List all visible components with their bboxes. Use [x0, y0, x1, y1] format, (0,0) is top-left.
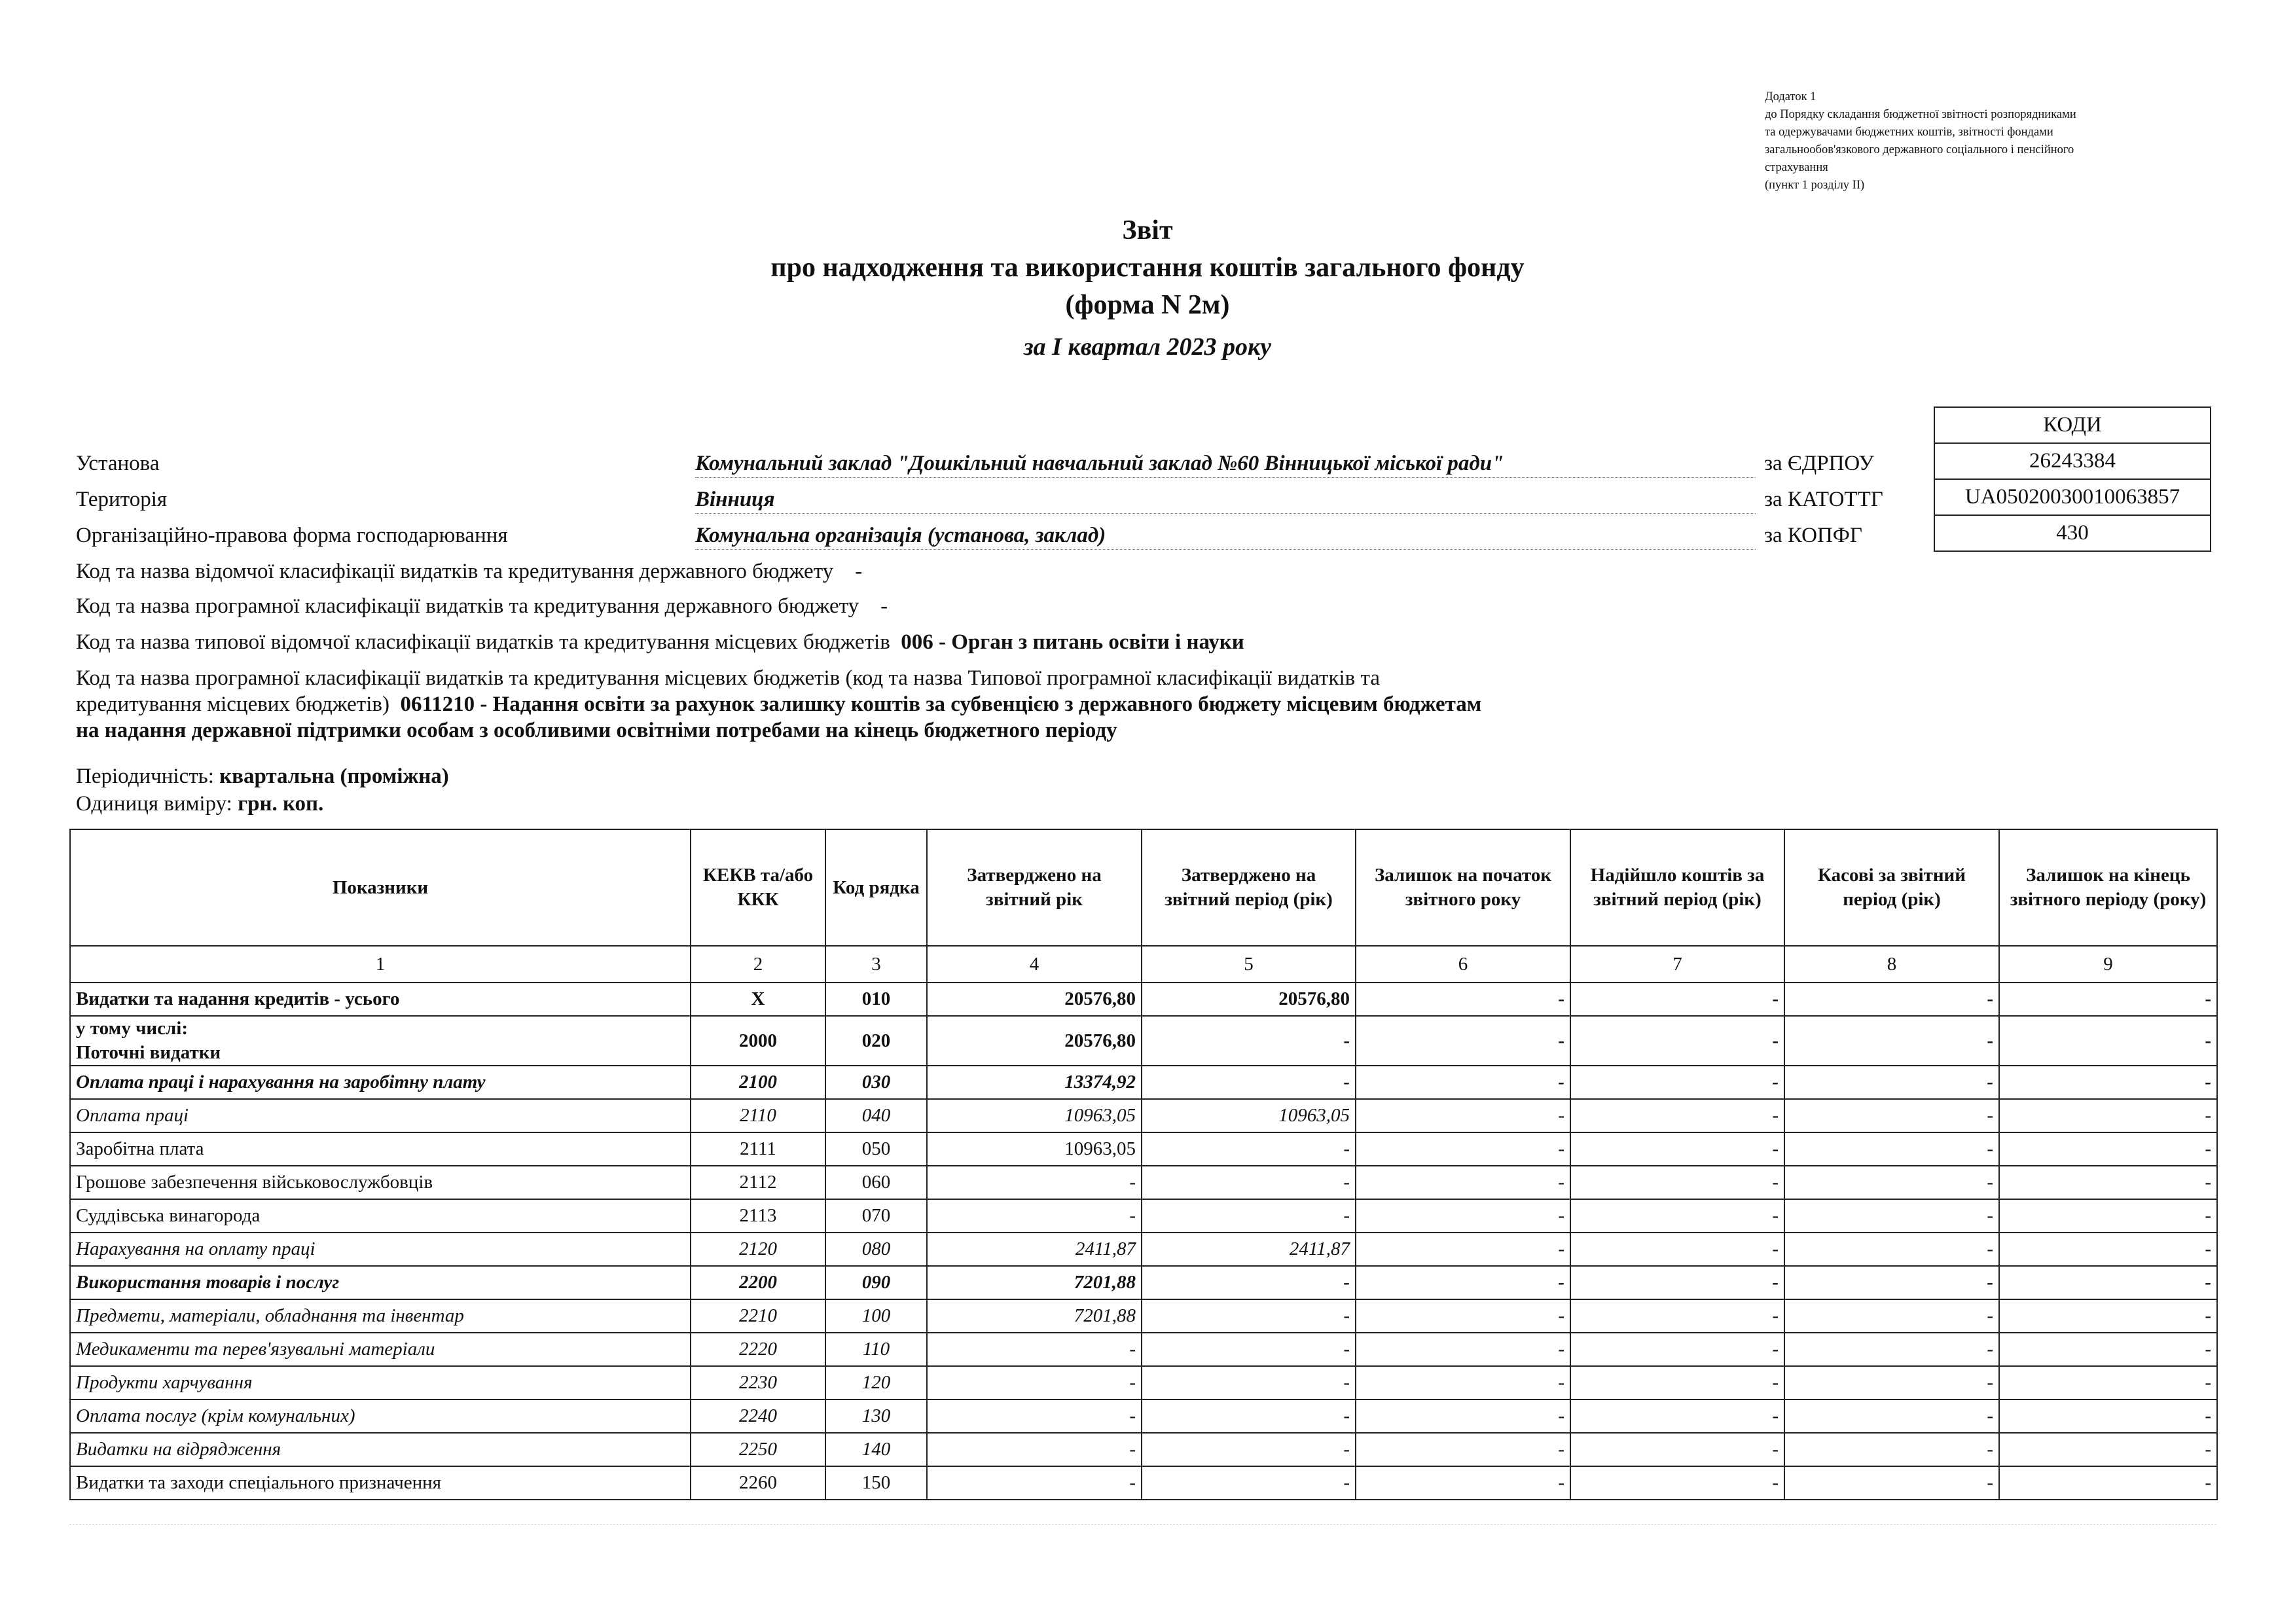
table-cell: -	[1570, 1199, 1784, 1233]
table-cell: 030	[825, 1066, 927, 1099]
table-cell: -	[927, 1399, 1142, 1433]
appendix-line: та одержувачами бюджетних коштів, звітності фондами	[1765, 126, 2053, 139]
report-title: Звіт	[1122, 215, 1173, 245]
row-indicator: Оплата послуг (крім комунальних)	[70, 1399, 691, 1433]
table-row	[70, 1466, 2217, 1500]
table-cell: -	[1784, 1399, 1999, 1433]
table-cell: 020	[825, 1016, 927, 1066]
table-cell: 150	[825, 1466, 927, 1500]
col-header-balance-start: Залишок на початок звітного року	[1356, 829, 1570, 946]
org-form-value: Комунальна організація (установа, заклад)	[695, 524, 1756, 550]
kopfg-label: за КОПФГ	[1764, 524, 1862, 547]
periodicity-value: квартальна (проміжна)	[219, 765, 449, 788]
edrpou-code: 26243384	[1935, 442, 2210, 478]
institution-label: Установа	[76, 452, 160, 475]
table-cell: -	[1356, 983, 1570, 1016]
column-number: 1	[70, 946, 691, 983]
table-cell: -	[1999, 1466, 2217, 1500]
table-cell: -	[1356, 1366, 1570, 1399]
column-number: 9	[1999, 946, 2217, 983]
row-indicator: Заробітна плата	[70, 1132, 691, 1166]
table-cell: -	[1999, 1366, 2217, 1399]
prog-classification-value: -	[880, 594, 888, 618]
table-row	[70, 1166, 2217, 1199]
row-indicator: Суддівська винагорода	[70, 1199, 691, 1233]
table-cell: -	[1784, 1233, 1999, 1266]
table-cell: -	[1142, 1466, 1356, 1500]
row-indicator: Використання товарів і послуг	[70, 1266, 691, 1299]
table-cell: 2111	[691, 1132, 825, 1166]
col-header-kekv: КЕКВ та/або ККК	[691, 829, 825, 946]
table-row	[70, 983, 2217, 1016]
table-cell: 110	[825, 1333, 927, 1366]
kopfg-code: 430	[1935, 514, 2210, 550]
column-number-row	[70, 946, 2217, 983]
table-cell: 2112	[691, 1166, 825, 1199]
table-cell: 20576,80	[927, 1016, 1142, 1066]
table-cell: 2110	[691, 1099, 825, 1132]
row-indicator: Видатки та заходи спеціального призначення	[70, 1466, 691, 1500]
column-number: 5	[1142, 946, 1356, 983]
table-cell: -	[1999, 1066, 2217, 1099]
table-cell: -	[1999, 1333, 2217, 1366]
table-cell: -	[1784, 1016, 1999, 1066]
local-prog-label-line1: Код та назва програмної класифікації видатків та кредитування місцевих бюджетів (код та назва Типової програмної класифікації видатків та	[76, 666, 1380, 690]
institution-value: Комунальний заклад "Дошкільний навчальний заклад №60 Вінницької міської ради"	[695, 452, 1756, 478]
table-cell: -	[1142, 1366, 1356, 1399]
table-cell: -	[1784, 983, 1999, 1016]
table-cell: -	[1356, 1233, 1570, 1266]
report-period: за I квартал 2023 року	[1023, 333, 1272, 361]
table-cell: -	[1570, 1099, 1784, 1132]
typical-dept-value: 006 - Орган з питань освіти і науки	[901, 630, 1244, 654]
col-header-approved-period: Затверджено на звітний період (рік)	[1142, 829, 1356, 946]
report-subtitle: про надходження та використання коштів загального фонду	[770, 253, 1525, 283]
unit-label: Одиниця виміру:	[76, 792, 232, 816]
table-row	[70, 1366, 2217, 1399]
table-cell: 2230	[691, 1366, 825, 1399]
unit	[76, 792, 323, 816]
table-cell: -	[1784, 1066, 1999, 1099]
table-cell: -	[1999, 1433, 2217, 1466]
territory-label: Територія	[76, 488, 168, 511]
table-row	[70, 1199, 2217, 1233]
table-body	[70, 983, 2217, 1500]
row-indicator: Оплата праці і нарахування на заробітну плату	[70, 1066, 691, 1099]
col-header-balance-end: Залишок на кінець звітного періоду (року)	[1999, 829, 2217, 946]
table-cell: 2240	[691, 1399, 825, 1433]
table-row	[70, 1433, 2217, 1466]
table-cell: 20576,80	[1142, 983, 1356, 1016]
column-number: 6	[1356, 946, 1570, 983]
table-cell: -	[1356, 1399, 1570, 1433]
row-indicator: Медикаменти та перев'язувальні матеріали	[70, 1333, 691, 1366]
appendix-line: (пункт 1 розділу II)	[1765, 179, 1865, 192]
table-cell: -	[1356, 1299, 1570, 1333]
column-number: 7	[1570, 946, 1784, 983]
table-cell: -	[1784, 1266, 1999, 1299]
table-cell: 140	[825, 1433, 927, 1466]
table-cell: 120	[825, 1366, 927, 1399]
table-cell: 7201,88	[927, 1266, 1142, 1299]
table-cell: -	[1356, 1132, 1570, 1166]
typical-dept-classification	[76, 630, 1244, 655]
appendix-line: страхування	[1765, 161, 1828, 174]
table-cell: 2411,87	[1142, 1233, 1356, 1266]
territory-value: Вінниця	[695, 488, 1756, 514]
table-cell: 2210	[691, 1299, 825, 1333]
table-cell: -	[927, 1433, 1142, 1466]
table-cell: -	[1999, 983, 2217, 1016]
table-cell: -	[1356, 1333, 1570, 1366]
row-indicator: Видатки на відрядження	[70, 1433, 691, 1466]
periodicity-label: Періодичність:	[76, 765, 214, 788]
table-cell: -	[1784, 1333, 1999, 1366]
table-cell: -	[1142, 1066, 1356, 1099]
table-cell: 090	[825, 1266, 927, 1299]
column-number: 2	[691, 946, 825, 983]
col-header-received: Надійшло коштів за звітний період (рік)	[1570, 829, 1784, 946]
table-cell: 130	[825, 1399, 927, 1433]
katottg-label: за КАТОТТГ	[1764, 488, 1883, 511]
prog-classification-label: Код та назва програмної класифікації видатків та кредитування державного бюджету	[76, 594, 859, 618]
table-cell: 2250	[691, 1433, 825, 1466]
local-prog-label-line2: кредитування місцевих бюджетів)	[76, 693, 389, 716]
local-prog-value-line1: 0611210 - Надання освіти за рахунок залишку коштів за субвенцією з державного бюджету місцевим бюджетам	[400, 693, 1482, 716]
table-cell: -	[1570, 1233, 1784, 1266]
row-indicator: Грошове забезпечення військовослужбовців	[70, 1166, 691, 1199]
table-cell: -	[1570, 1016, 1784, 1066]
table-cell: -	[927, 1466, 1142, 1500]
table-cell: -	[1142, 1433, 1356, 1466]
col-header-indicators: Показники	[70, 829, 691, 946]
table-cell: -	[1999, 1399, 2217, 1433]
table-cell: -	[1142, 1399, 1356, 1433]
appendix-note	[1765, 88, 2197, 194]
table-cell: -	[1784, 1433, 1999, 1466]
table-cell: -	[1356, 1166, 1570, 1199]
table-cell: 2100	[691, 1066, 825, 1099]
report-form: (форма N 2м)	[1065, 290, 1230, 320]
codes-title: КОДИ	[2043, 413, 2102, 437]
table-cell: -	[1142, 1299, 1356, 1333]
table-cell: -	[1999, 1233, 2217, 1266]
expenditure-table	[69, 829, 2218, 1500]
table-cell: -	[927, 1333, 1142, 1366]
table-row	[70, 1099, 2217, 1132]
table-cell: 060	[825, 1166, 927, 1199]
table-row	[70, 1233, 2217, 1266]
table-cell: -	[1570, 1433, 1784, 1466]
table-cell: -	[1356, 1066, 1570, 1099]
codes-box	[1934, 406, 2211, 552]
appendix-line: загальнообов'язкового державного соціального і пенсійного	[1765, 143, 2074, 156]
table-cell: -	[1356, 1016, 1570, 1066]
table-cell: 070	[825, 1199, 927, 1233]
table-cell: -	[927, 1366, 1142, 1399]
row-indicator: Видатки та надання кредитів - усього	[70, 983, 691, 1016]
table-cell: -	[1784, 1166, 1999, 1199]
appendix-line: до Порядку складання бюджетної звітності розпорядниками	[1765, 108, 2076, 121]
table-cell: -	[1570, 983, 1784, 1016]
table-cell: -	[1356, 1099, 1570, 1132]
table-cell: 100	[825, 1299, 927, 1333]
table-cell: -	[1784, 1466, 1999, 1500]
table-cell: -	[1999, 1016, 2217, 1066]
local-prog-line2	[76, 693, 1481, 717]
table-cell: 10963,05	[927, 1099, 1142, 1132]
table-cell: -	[1999, 1099, 2217, 1132]
typical-dept-label: Код та назва типової відомчої класифікації видатків та кредитування місцевих бюджетів	[76, 630, 890, 654]
table-cell: 2000	[691, 1016, 825, 1066]
table-cell: -	[1570, 1132, 1784, 1166]
table-cell: -	[1999, 1199, 2217, 1233]
dept-classification-label: Код та назва відомчої класифікації видатків та кредитування державного бюджету	[76, 560, 834, 583]
col-header-row-code: Код рядка	[825, 829, 927, 946]
dept-classification-value: -	[855, 560, 863, 583]
table-cell: 080	[825, 1233, 927, 1266]
table-cell: 040	[825, 1099, 927, 1132]
table-cell: 20576,80	[927, 983, 1142, 1016]
column-number: 3	[825, 946, 927, 983]
table-cell: 2220	[691, 1333, 825, 1366]
table-cell: -	[927, 1199, 1142, 1233]
table-cell: -	[1999, 1166, 2217, 1199]
dept-classification	[76, 560, 862, 584]
table-cell: -	[1142, 1166, 1356, 1199]
row-indicator: у тому числі: Поточні видатки	[70, 1016, 691, 1066]
table-cell: -	[1356, 1266, 1570, 1299]
periodicity	[76, 765, 449, 789]
table-cell: 10963,05	[927, 1132, 1142, 1166]
table-cell: -	[927, 1166, 1142, 1199]
table-cell: -	[1999, 1299, 2217, 1333]
row-indicator: Оплата праці	[70, 1099, 691, 1132]
table-cell: 2200	[691, 1266, 825, 1299]
table-cell: -	[1142, 1132, 1356, 1166]
katottg-code: UA05020030010063857	[1935, 478, 2210, 514]
table-cell: -	[1784, 1299, 1999, 1333]
table-cell: -	[1570, 1466, 1784, 1500]
footer-divider	[69, 1524, 2216, 1525]
table-row	[70, 1016, 2217, 1066]
table-cell: -	[1570, 1399, 1784, 1433]
table-cell: -	[1784, 1132, 1999, 1166]
table-cell: -	[1570, 1266, 1784, 1299]
table-cell: -	[1142, 1016, 1356, 1066]
table-cell: 050	[825, 1132, 927, 1166]
table-cell: -	[1570, 1299, 1784, 1333]
prog-classification	[76, 594, 888, 619]
table-cell: -	[1142, 1266, 1356, 1299]
table-cell: -	[1570, 1333, 1784, 1366]
appendix-line: Додаток 1	[1765, 90, 1816, 103]
row-indicator: Нарахування на оплату праці	[70, 1233, 691, 1266]
table-cell: -	[1570, 1166, 1784, 1199]
table-row	[70, 1299, 2217, 1333]
table-cell: -	[1999, 1132, 2217, 1166]
edrpou-label: за ЄДРПОУ	[1764, 452, 1874, 475]
column-number: 8	[1784, 946, 1999, 983]
table-row	[70, 1066, 2217, 1099]
table-cell: 2120	[691, 1233, 825, 1266]
row-indicator: Предмети, матеріали, обладнання та інвентар	[70, 1299, 691, 1333]
table-cell: -	[1356, 1466, 1570, 1500]
unit-value: грн. коп.	[238, 792, 324, 816]
table-cell: -	[1999, 1266, 2217, 1299]
table-cell: 2260	[691, 1466, 825, 1500]
table-cell: -	[1356, 1433, 1570, 1466]
table-cell: 2411,87	[927, 1233, 1142, 1266]
org-form-label: Організаційно-правова форма господарювання	[76, 524, 508, 547]
table-header-row	[70, 829, 2217, 946]
table-row	[70, 1399, 2217, 1433]
table-cell: -	[1784, 1366, 1999, 1399]
table-cell: 13374,92	[927, 1066, 1142, 1099]
table-cell: -	[1142, 1199, 1356, 1233]
table-cell: -	[1784, 1099, 1999, 1132]
table-cell: 2113	[691, 1199, 825, 1233]
table-row	[70, 1266, 2217, 1299]
row-indicator: Продукти харчування	[70, 1366, 691, 1399]
table-cell: -	[1570, 1366, 1784, 1399]
col-header-cash: Касові за звітний період (рік)	[1784, 829, 1999, 946]
table-cell: 7201,88	[927, 1299, 1142, 1333]
table-cell: -	[1570, 1066, 1784, 1099]
table-cell: -	[1784, 1199, 1999, 1233]
table-row	[70, 1333, 2217, 1366]
table-cell: 10963,05	[1142, 1099, 1356, 1132]
table-cell: X	[691, 983, 825, 1016]
col-header-approved-year: Затверджено на звітний рік	[927, 829, 1142, 946]
table-cell: 010	[825, 983, 927, 1016]
local-prog-value-line2: на надання державної підтримки особам з особливими освітніми потребами на кінець бюджетного періоду	[76, 719, 1117, 742]
table-row	[70, 1132, 2217, 1166]
table-cell: -	[1142, 1333, 1356, 1366]
column-number: 4	[927, 946, 1142, 983]
table-cell: -	[1356, 1199, 1570, 1233]
